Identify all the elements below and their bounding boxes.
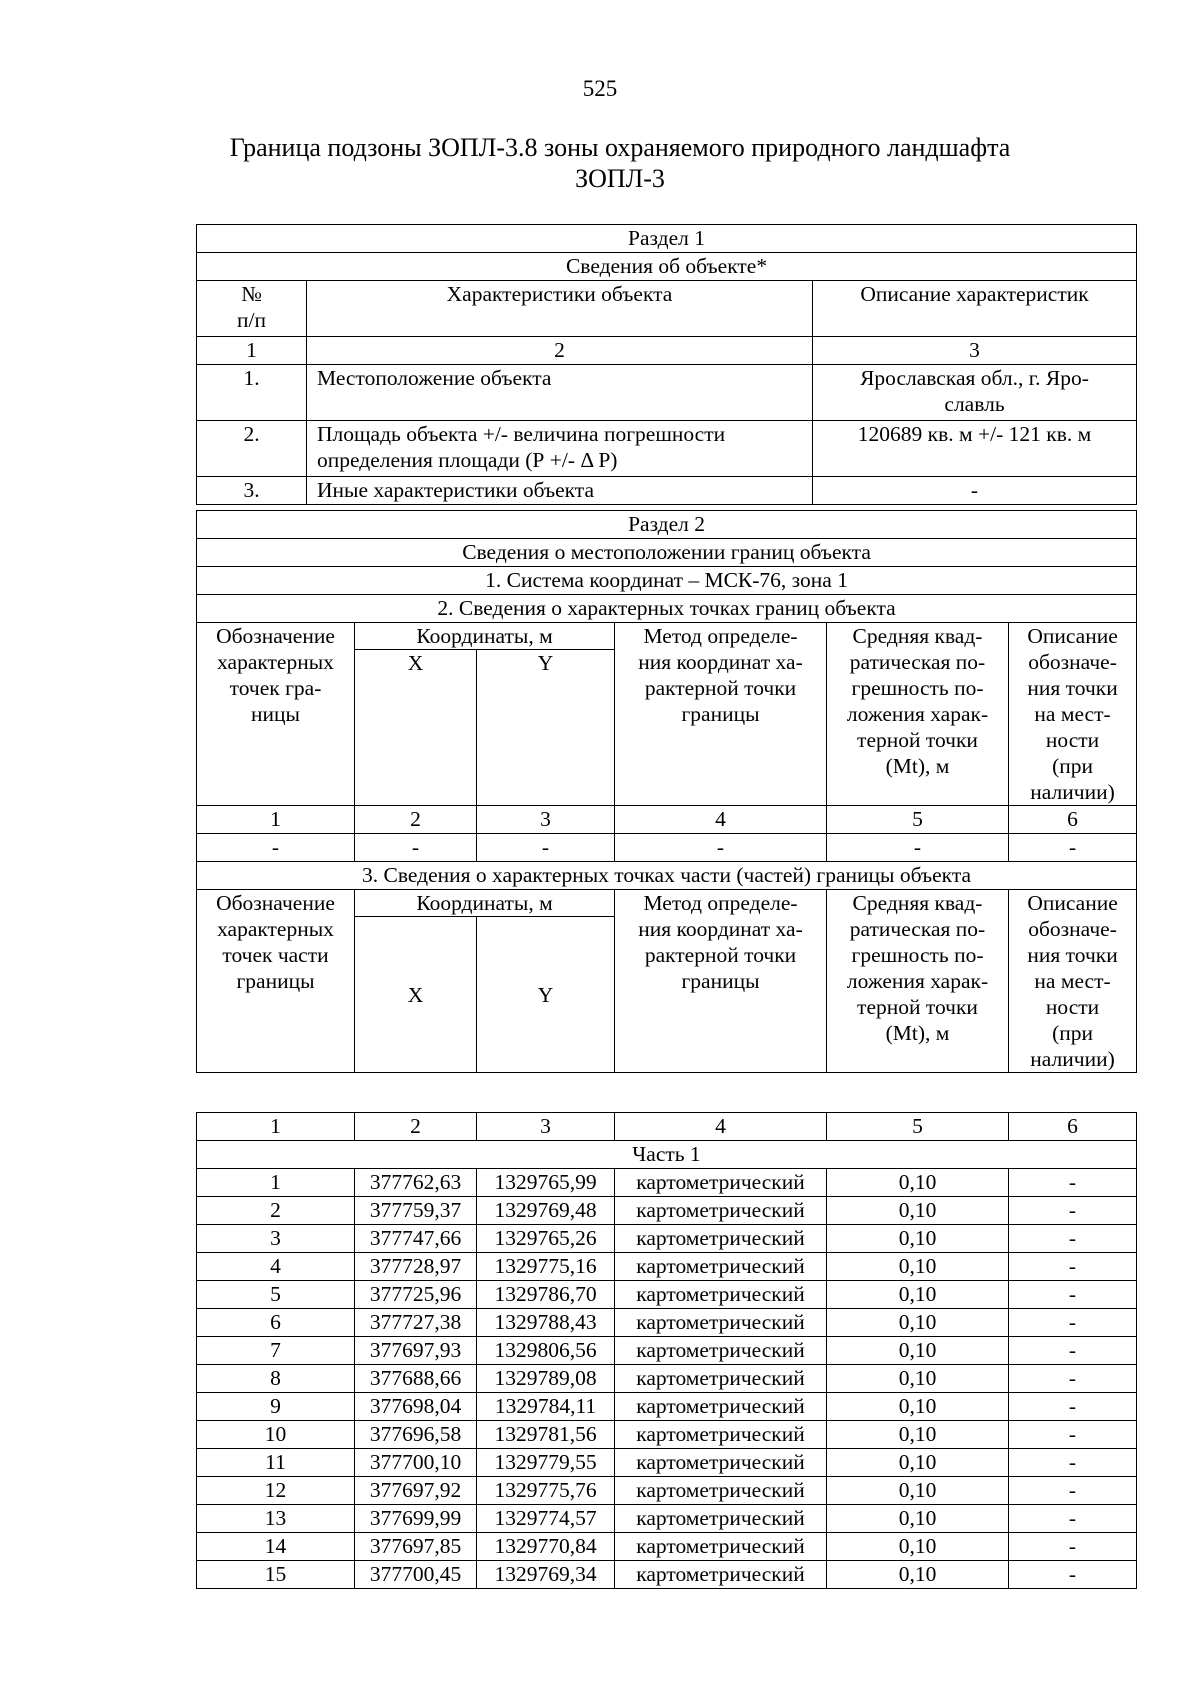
- point-method: картометрический: [615, 1169, 827, 1197]
- point-error: 0,10: [827, 1253, 1009, 1281]
- point-description: -: [1009, 1365, 1137, 1393]
- point-method: картометрический: [615, 1561, 827, 1589]
- point-number: 3: [197, 1225, 355, 1253]
- part-points-heading: 3. Сведения о характерных точках части (частей) границы объекта: [197, 862, 1137, 890]
- section-2-table: [196, 510, 1137, 1073]
- point-y: 1329775,16: [477, 1253, 615, 1281]
- col-header-y-part: Y: [477, 917, 615, 1073]
- point-method: картометрический: [615, 1393, 827, 1421]
- point-description: -: [1009, 1337, 1137, 1365]
- table-row: [197, 1449, 1137, 1477]
- col-num-3: 3: [477, 806, 615, 834]
- point-description: -: [1009, 1309, 1137, 1337]
- point-description: -: [1009, 1225, 1137, 1253]
- point-description: -: [1009, 1169, 1137, 1197]
- empty-cell: -: [355, 834, 477, 862]
- point-y: 1329786,70: [477, 1281, 615, 1309]
- table-row: [197, 1309, 1137, 1337]
- point-error: 0,10: [827, 1477, 1009, 1505]
- point-x: 377698,04: [355, 1393, 477, 1421]
- table-row: [197, 365, 1137, 421]
- point-error: 0,10: [827, 1421, 1009, 1449]
- col-num-2: 2: [355, 806, 477, 834]
- col-num-2: 2: [355, 1113, 477, 1141]
- point-x: 377762,63: [355, 1169, 477, 1197]
- col-header-method-part: Метод определе- ния координат ха- рактерной точки границы: [615, 890, 827, 1073]
- point-method: картометрический: [615, 1309, 827, 1337]
- row-characteristic-line-1: Площадь объекта +/- величина погрешности: [317, 422, 726, 446]
- point-number: 12: [197, 1477, 355, 1505]
- point-method: картометрический: [615, 1253, 827, 1281]
- point-y: 1329789,08: [477, 1365, 615, 1393]
- col-num-4: 4: [615, 806, 827, 834]
- col-num-1: 1: [197, 1113, 355, 1141]
- point-number: 10: [197, 1421, 355, 1449]
- table-row: [197, 1393, 1137, 1421]
- point-x: 377759,37: [355, 1197, 477, 1225]
- table-row: [197, 1477, 1137, 1505]
- page-number: 525: [582, 76, 618, 101]
- point-error: 0,10: [827, 1505, 1009, 1533]
- point-error: 0,10: [827, 1337, 1009, 1365]
- row-characteristic-line-2: определения площади (Р +/- Δ Р): [317, 448, 618, 472]
- col-header-designation: Обозначение характерных точек гра- ницы: [197, 623, 355, 806]
- point-x: 377725,96: [355, 1281, 477, 1309]
- col-num-3: 3: [477, 1113, 615, 1141]
- point-x: 377747,66: [355, 1225, 477, 1253]
- col-header-method: Метод определе- ния координат ха- рактерной точки границы: [615, 623, 827, 806]
- point-method: картометрический: [615, 1197, 827, 1225]
- row-number: 2.: [197, 421, 307, 477]
- table-row: [197, 477, 1137, 505]
- point-error: 0,10: [827, 1561, 1009, 1589]
- row-characteristic: [307, 421, 813, 477]
- point-x: 377696,58: [355, 1421, 477, 1449]
- point-description: -: [1009, 1421, 1137, 1449]
- row-description: [813, 365, 1137, 421]
- point-method: картометрический: [615, 1281, 827, 1309]
- point-x: 377727,38: [355, 1309, 477, 1337]
- point-y: 1329765,99: [477, 1169, 615, 1197]
- col-num-2: 2: [307, 337, 813, 365]
- point-x: 377700,10: [355, 1449, 477, 1477]
- point-method: картометрический: [615, 1449, 827, 1477]
- point-y: 1329779,55: [477, 1449, 615, 1477]
- table-row: [197, 1505, 1137, 1533]
- point-number: 11: [197, 1449, 355, 1477]
- point-y: 1329784,11: [477, 1393, 615, 1421]
- point-x: 377697,93: [355, 1337, 477, 1365]
- point-number: 2: [197, 1197, 355, 1225]
- table-row: [197, 1561, 1137, 1589]
- point-x: 377697,85: [355, 1533, 477, 1561]
- section-1-table: [196, 224, 1137, 505]
- point-method: картометрический: [615, 1533, 827, 1561]
- point-description: -: [1009, 1561, 1137, 1589]
- boundary-points-heading: 2. Сведения о характерных точках границ объекта: [197, 595, 1137, 623]
- col-num-6: 6: [1009, 1113, 1137, 1141]
- empty-cell: -: [1009, 834, 1137, 862]
- section-2-heading: Раздел 2: [197, 511, 1137, 539]
- point-y: 1329788,43: [477, 1309, 615, 1337]
- table-row: [197, 1253, 1137, 1281]
- point-y: 1329806,56: [477, 1337, 615, 1365]
- point-description: -: [1009, 1477, 1137, 1505]
- col-num-6: 6: [1009, 806, 1137, 834]
- point-x: 377688,66: [355, 1365, 477, 1393]
- point-y: 1329774,57: [477, 1505, 615, 1533]
- col-header-y: Y: [477, 650, 615, 806]
- section-2-subheading: Сведения о местоположении границ объекта: [197, 539, 1137, 567]
- empty-cell: -: [197, 834, 355, 862]
- section-1-subheading: Сведения об объекте*: [197, 253, 1137, 281]
- point-error: 0,10: [827, 1393, 1009, 1421]
- point-number: 9: [197, 1393, 355, 1421]
- col-header-description: Описание характеристик: [813, 281, 1137, 337]
- col-header-error: Средняя квад- ратическая по- грешность по- ложения харак- терной точки (Mt), м: [827, 623, 1009, 806]
- col-header-point-description: Описание обозначе- ния точки на мест- ности (при наличии): [1009, 623, 1137, 806]
- table-row: [197, 1169, 1137, 1197]
- point-description: -: [1009, 1505, 1137, 1533]
- table-row: [197, 421, 1137, 477]
- point-y: 1329770,84: [477, 1533, 615, 1561]
- section-1-heading: Раздел 1: [197, 225, 1137, 253]
- point-y: 1329765,26: [477, 1225, 615, 1253]
- point-error: 0,10: [827, 1281, 1009, 1309]
- point-number: 6: [197, 1309, 355, 1337]
- col-header-no-sign: №: [241, 282, 262, 306]
- coordinate-system: 1. Система координат – МСК-76, зона 1: [197, 567, 1137, 595]
- point-error: 0,10: [827, 1533, 1009, 1561]
- point-y: 1329781,56: [477, 1421, 615, 1449]
- col-num-1: 1: [197, 806, 355, 834]
- point-method: картометрический: [615, 1365, 827, 1393]
- point-number: 15: [197, 1561, 355, 1589]
- part-1-points-table: [196, 1112, 1137, 1589]
- point-y: 1329775,76: [477, 1477, 615, 1505]
- point-error: 0,10: [827, 1197, 1009, 1225]
- point-number: 13: [197, 1505, 355, 1533]
- col-header-x: X: [355, 650, 477, 806]
- col-header-point-description-part: Описание обозначе- ния точки на мест- ности (при наличии): [1009, 890, 1137, 1073]
- table-row: [197, 1225, 1137, 1253]
- table-row: [197, 834, 1137, 862]
- point-number: 7: [197, 1337, 355, 1365]
- empty-cell: -: [615, 834, 827, 862]
- row-description: -: [813, 477, 1137, 505]
- point-error: 0,10: [827, 1449, 1009, 1477]
- table-row: [197, 1337, 1137, 1365]
- point-method: картометрический: [615, 1225, 827, 1253]
- point-y: 1329769,34: [477, 1561, 615, 1589]
- col-header-error-part: Средняя квад- ратическая по- грешность по- ложения харак- терной точки (Mt), м: [827, 890, 1009, 1073]
- point-method: картометрический: [615, 1337, 827, 1365]
- row-number: 3.: [197, 477, 307, 505]
- col-header-characteristics: Характеристики объекта: [307, 281, 813, 337]
- table-row: [197, 1365, 1137, 1393]
- point-method: картометрический: [615, 1477, 827, 1505]
- point-x: 377700,45: [355, 1561, 477, 1589]
- col-header-coordinates-part: Координаты, м: [355, 890, 615, 917]
- col-header-no: [197, 281, 307, 337]
- col-header-designation-part: Обозначение характерных точек части границы: [197, 890, 355, 1073]
- col-header-coordinates: Координаты, м: [355, 623, 615, 650]
- col-num-3: 3: [813, 337, 1137, 365]
- point-number: 1: [197, 1169, 355, 1197]
- col-num-5: 5: [827, 806, 1009, 834]
- point-x: 377697,92: [355, 1477, 477, 1505]
- row-characteristic: Местоположение объекта: [307, 365, 813, 421]
- point-error: 0,10: [827, 1225, 1009, 1253]
- document-title-line-1: Граница подзоны ЗОПЛ-3.8 зоны охраняемого природного ландшафта: [229, 133, 1011, 162]
- point-y: 1329769,48: [477, 1197, 615, 1225]
- point-method: картометрический: [615, 1421, 827, 1449]
- point-x: 377699,99: [355, 1505, 477, 1533]
- point-description: -: [1009, 1197, 1137, 1225]
- point-number: 5: [197, 1281, 355, 1309]
- empty-cell: -: [477, 834, 615, 862]
- row-description-line-2: славль: [944, 392, 1005, 416]
- row-characteristic: Иные характеристики объекта: [307, 477, 813, 505]
- row-description: 120689 кв. м +/- 121 кв. м: [813, 421, 1137, 477]
- point-description: -: [1009, 1533, 1137, 1561]
- table-row: [197, 1197, 1137, 1225]
- col-header-x-part: X: [355, 917, 477, 1073]
- point-error: 0,10: [827, 1309, 1009, 1337]
- point-description: -: [1009, 1253, 1137, 1281]
- point-error: 0,10: [827, 1365, 1009, 1393]
- col-num-5: 5: [827, 1113, 1009, 1141]
- document-title-line-2: ЗОПЛ-3: [575, 164, 665, 193]
- point-x: 377728,97: [355, 1253, 477, 1281]
- point-number: 14: [197, 1533, 355, 1561]
- document-title: [180, 132, 1060, 194]
- point-number: 8: [197, 1365, 355, 1393]
- point-method: картометрический: [615, 1505, 827, 1533]
- col-header-no-pp: п/п: [237, 308, 266, 332]
- point-number: 4: [197, 1253, 355, 1281]
- col-num-1: 1: [197, 337, 307, 365]
- row-description-line-1: Ярославская обл., г. Яро-: [860, 366, 1089, 390]
- row-number: 1.: [197, 365, 307, 421]
- table-row: [197, 1281, 1137, 1309]
- col-num-4: 4: [615, 1113, 827, 1141]
- table-row: [197, 1421, 1137, 1449]
- point-description: -: [1009, 1449, 1137, 1477]
- point-error: 0,10: [827, 1169, 1009, 1197]
- empty-cell: -: [827, 834, 1009, 862]
- part-label: Часть 1: [197, 1141, 1137, 1169]
- point-description: -: [1009, 1393, 1137, 1421]
- table-row: [197, 1533, 1137, 1561]
- point-description: -: [1009, 1281, 1137, 1309]
